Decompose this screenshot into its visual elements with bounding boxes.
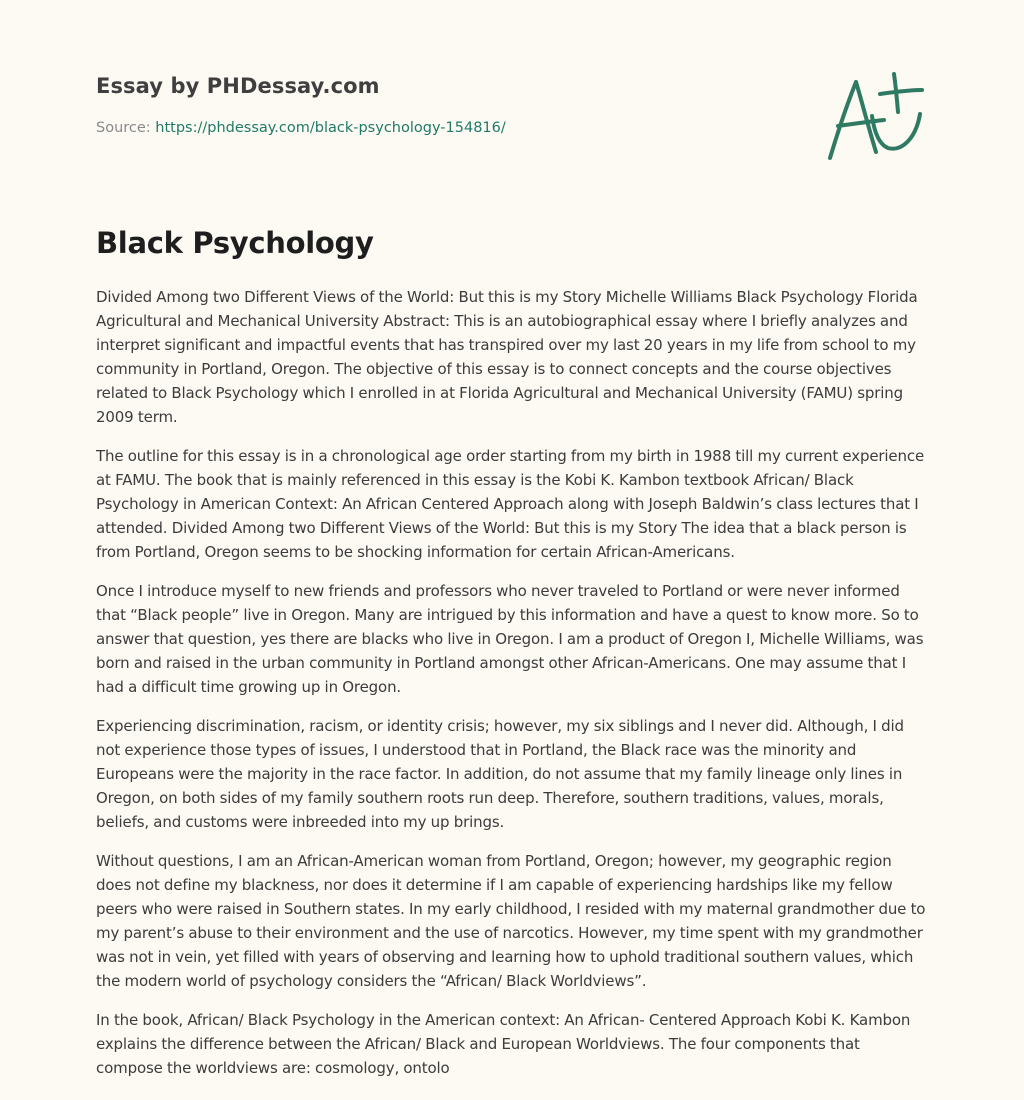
essay-paragraph: Without questions, I am an African-American woman from Portland, Oregon; however, my geographic region does not define my blackness, nor does it determine if I am capable of experiencing hardships like my fellow peers who were raised in Southern states. In my early childhood, I resided with my maternal grandmother due to my parent’s abuse to their environment and the use of narcotics. However, my time spent with my grandmother was not in vein, yet filled with years of observing and learning how to uphold traditional southern values, which the modern world of psychology considers the “African/ Black Worldviews”. xyxy=(96,852,926,990)
essay-paragraph: In the book, African/ Black Psychology in the American context: An African- Centered Approach Kobi K. Kambon explains the difference between the African/ Black and European Worldviews. The four components that compose the worldviews are: cosmology, ontolo xyxy=(96,1011,911,1077)
essay-body xyxy=(96,285,930,1095)
essay-paragraph: Divided Among two Different Views of the World: But this is my Story Michelle Williams Black Psychology Florida Agricultural and Mechanical University Abstract: This is an autobiographical essay where I briefly analyzes and interpret significant and impactful events that has transpired over my last 20 years in my life from school to my community in Portland, Oregon. The objective of this essay is to connect concepts and the course objectives related to Black Psychology which I enrolled in at Florida Agricultural and Mechanical University (FAMU) spring 2009 term. xyxy=(96,288,918,426)
source-line xyxy=(96,120,796,136)
essay-paragraph: The outline for this essay is in a chronological age order starting from my birth in 1988 till my current experience at FAMU. The book that is mainly referenced in this essay is the Kobi K. Kambon textbook African/ Black Psychology in American Context: An African Centered Approach along with Joseph Baldwin’s class lectures that I attended. Divided Among two Different Views of the World: But this is my Story The idea that a black person is from Portland, Oregon seems to be shocking information for certain African-Americans. xyxy=(96,447,925,561)
site-brand: Essay by PHDessay.com xyxy=(96,74,380,98)
essay-paragraph: Once I introduce myself to new friends and professors who never traveled to Portland or were never informed that “Black people” live in Oregon. Many are intrigued by this information and have a quest to know more. So to answer that question, yes there are blacks who live in Oregon. I am a product of Oregon I, Michelle Williams, was born and raised in the urban community in Portland amongst other African-Americans. One may assume that I had a difficult time growing up in Oregon. xyxy=(96,582,924,696)
a-plus-grade-icon xyxy=(822,68,930,166)
source-label: Source: xyxy=(96,120,151,136)
essay-paragraph: Experiencing discrimination, racism, or identity crisis; however, my six siblings and I never did. Although, I did not experience those types of issues, I understood that in Portland, the Black race was the minority and Europeans were the majority in the race factor. In addition, do not assume that my family lineage only lines in Oregon, on both sides of my family southern roots run deep. Therefore, southern traditions, values, morals, beliefs, and customs were inbreeded into my up brings. xyxy=(96,717,904,831)
source-link[interactable]: https://phdessay.com/black-psychology-154816/ xyxy=(155,120,506,136)
page-header xyxy=(96,74,796,136)
essay-title: Black Psychology xyxy=(96,226,374,260)
